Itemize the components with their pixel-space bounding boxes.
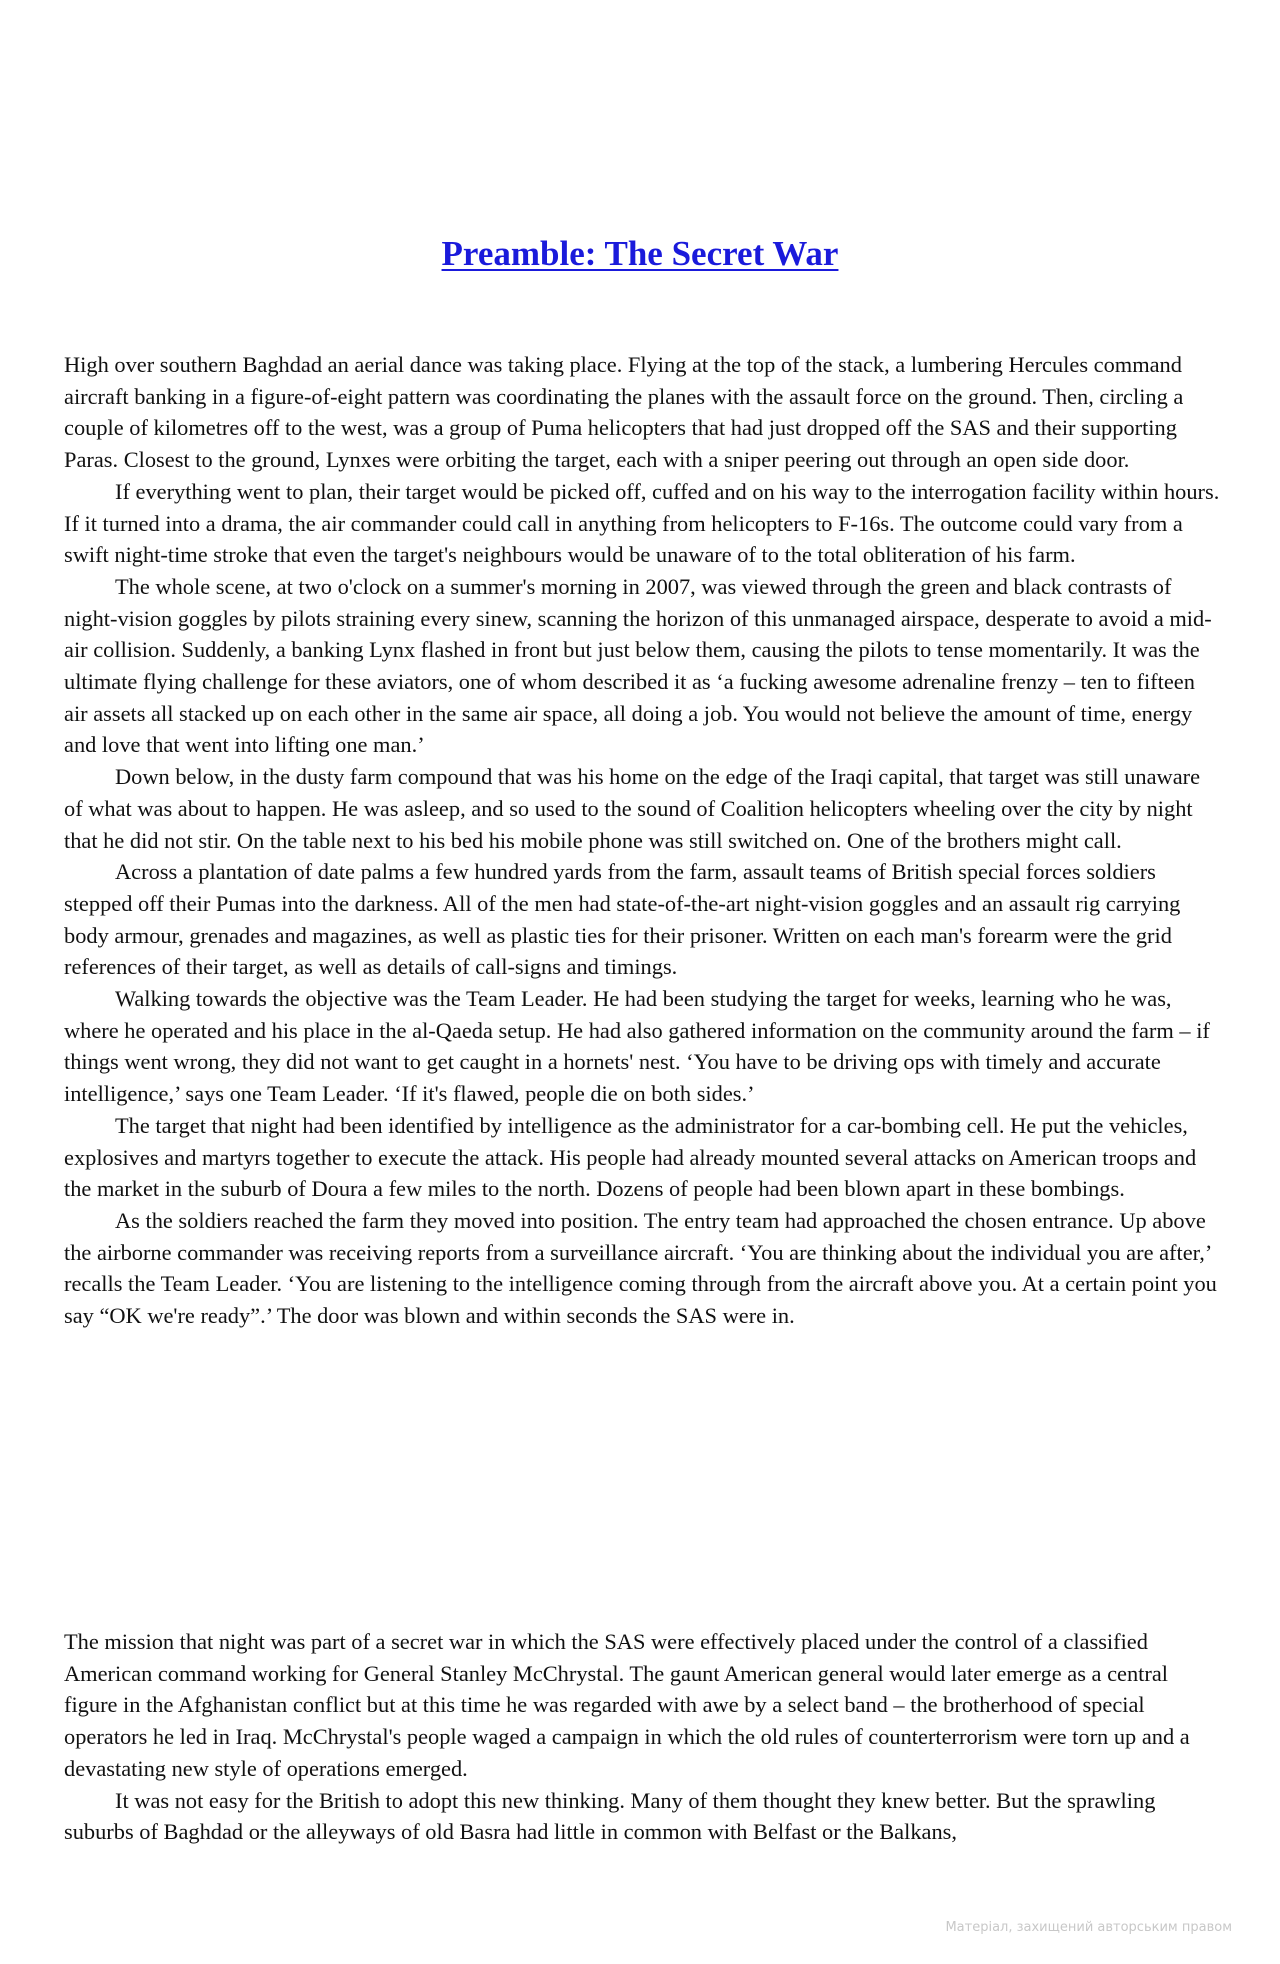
paragraph: The whole scene, at two o'clock on a summer's morning in 2007, was viewed through the green and black contrasts of night-vision goggles by pilots straining every sinew, scanning the horizon of this unmanaged airspace, desperate to avoid a mid-air collision. Suddenly, a banking Lynx flashed in front but just below them, causing the pilots to tense momentarily. It was the ultimate flying challenge for these aviators, one of whom described it as ‘a fucking awesome adrenaline frenzy – ten to fifteen air assets all stacked up on each other in the same air space, all doing a job. You would not believe the amount of time, energy and love that went into lifting one man.’ — [64, 573, 1212, 758]
paragraph: Down below, in the dusty farm compound that was his home on the edge of the Iraqi capital, that target was still unaware of what was about to happen. He was asleep, and so used to the sound of Coalition helicopters wheeling over the city by night that he did not stir. On the table next to his bed his mobile phone was still switched on. One of the brothers might call. — [64, 764, 1201, 853]
paragraph: High over southern Baghdad an aerial dance was taking place. Flying at the top of the stack, a lumbering Hercules command aircraft banking in a figure-of-eight pattern was coordinating the planes with the assault force on the ground. Then, circling a couple of kilometres off to the west, was a group of Puma helicopters that had just dropped off the SAS and their supporting Paras. Closest to the ground, Lynxes were orbiting the target, each with a sniper peering out through an open side door. — [64, 352, 1184, 473]
page-title — [0, 228, 1280, 280]
body-section-1 — [64, 349, 1224, 1332]
paragraph: It was not easy for the British to adopt this new thinking. Many of them thought they knew better. But the sprawling suburbs of Baghdad or the alleyways of old Basra had little in common with Belfast or the Balkans, — [64, 1787, 1156, 1845]
paragraph: As the soldiers reached the farm they moved into position. The entry team had approached the chosen entrance. Up above the airborne commander was receiving reports from a surveillance aircraft. ‘You are thinking about the individual you are after,’ recalls the Team Leader. ‘You are listening to the intelligence coming through from the aircraft above you. At a certain point you say “OK we're ready”.’ The door was blown and within seconds the SAS were in. — [64, 1207, 1217, 1329]
paragraph: Across a plantation of date palms a few hundred yards from the farm, assault teams of British special forces soldiers stepped off their Pumas into the darkness. All of the men had state-of-the-art night-vision goggles and an assault rig carrying body armour, grenades and magazines, as well as plastic ties for their prisoner. Written on each man's forearm were the grid references of their target, as well as details of call-signs and timings. — [64, 859, 1181, 980]
paragraph: The target that night had been identified by intelligence as the administrator for a car-bombing cell. He put the vehicles, explosives and martyrs together to execute the attack. His people had already mounted several attacks on American troops and the market in the suburb of Doura a few miles to the north. Dozens of people had been blown apart in these bombings. — [64, 1112, 1197, 1202]
body-section-2 — [64, 1626, 1224, 1848]
paragraph: Walking towards the objective was the Team Leader. He had been studying the target for weeks, learning who he was, where he operated and his place in the al-Qaeda setup. He had also gathered information on the community around the farm – if things went wrong, they did not want to get caught in a hornets' nest. ‘You have to be driving ops with timely and accurate intelligence,’ says one Team Leader. ‘If it's flawed, people die on both sides.’ — [64, 986, 1210, 1107]
paragraph: The mission that night was part of a secret war in which the SAS were effectively placed under the control of a classified American command working for General Stanley McChrystal. The gaunt American general would later emerge as a central figure in the Afghanistan conflict but at this time he was regarded with awe by a select band – the brotherhood of special operators he led in Iraq. McChrystal's people waged a campaign in which the old rules of counterterrorism were torn up and a devastating new style of operations emerged. — [64, 1629, 1190, 1781]
title-link[interactable]: Preamble: The Secret War — [441, 234, 839, 273]
copyright-watermark: Матеріал, захищений авторським правом — [945, 1920, 1232, 1935]
paragraph: If everything went to plan, their target would be picked off, cuffed and on his way to the interrogation facility within hours. If it turned into a drama, the air commander could call in anything from helicopters to F-16s. The outcome could vary from a swift night-time stroke that even the target's neighbours would be unaware of to the total obliteration of his farm. — [64, 478, 1220, 568]
